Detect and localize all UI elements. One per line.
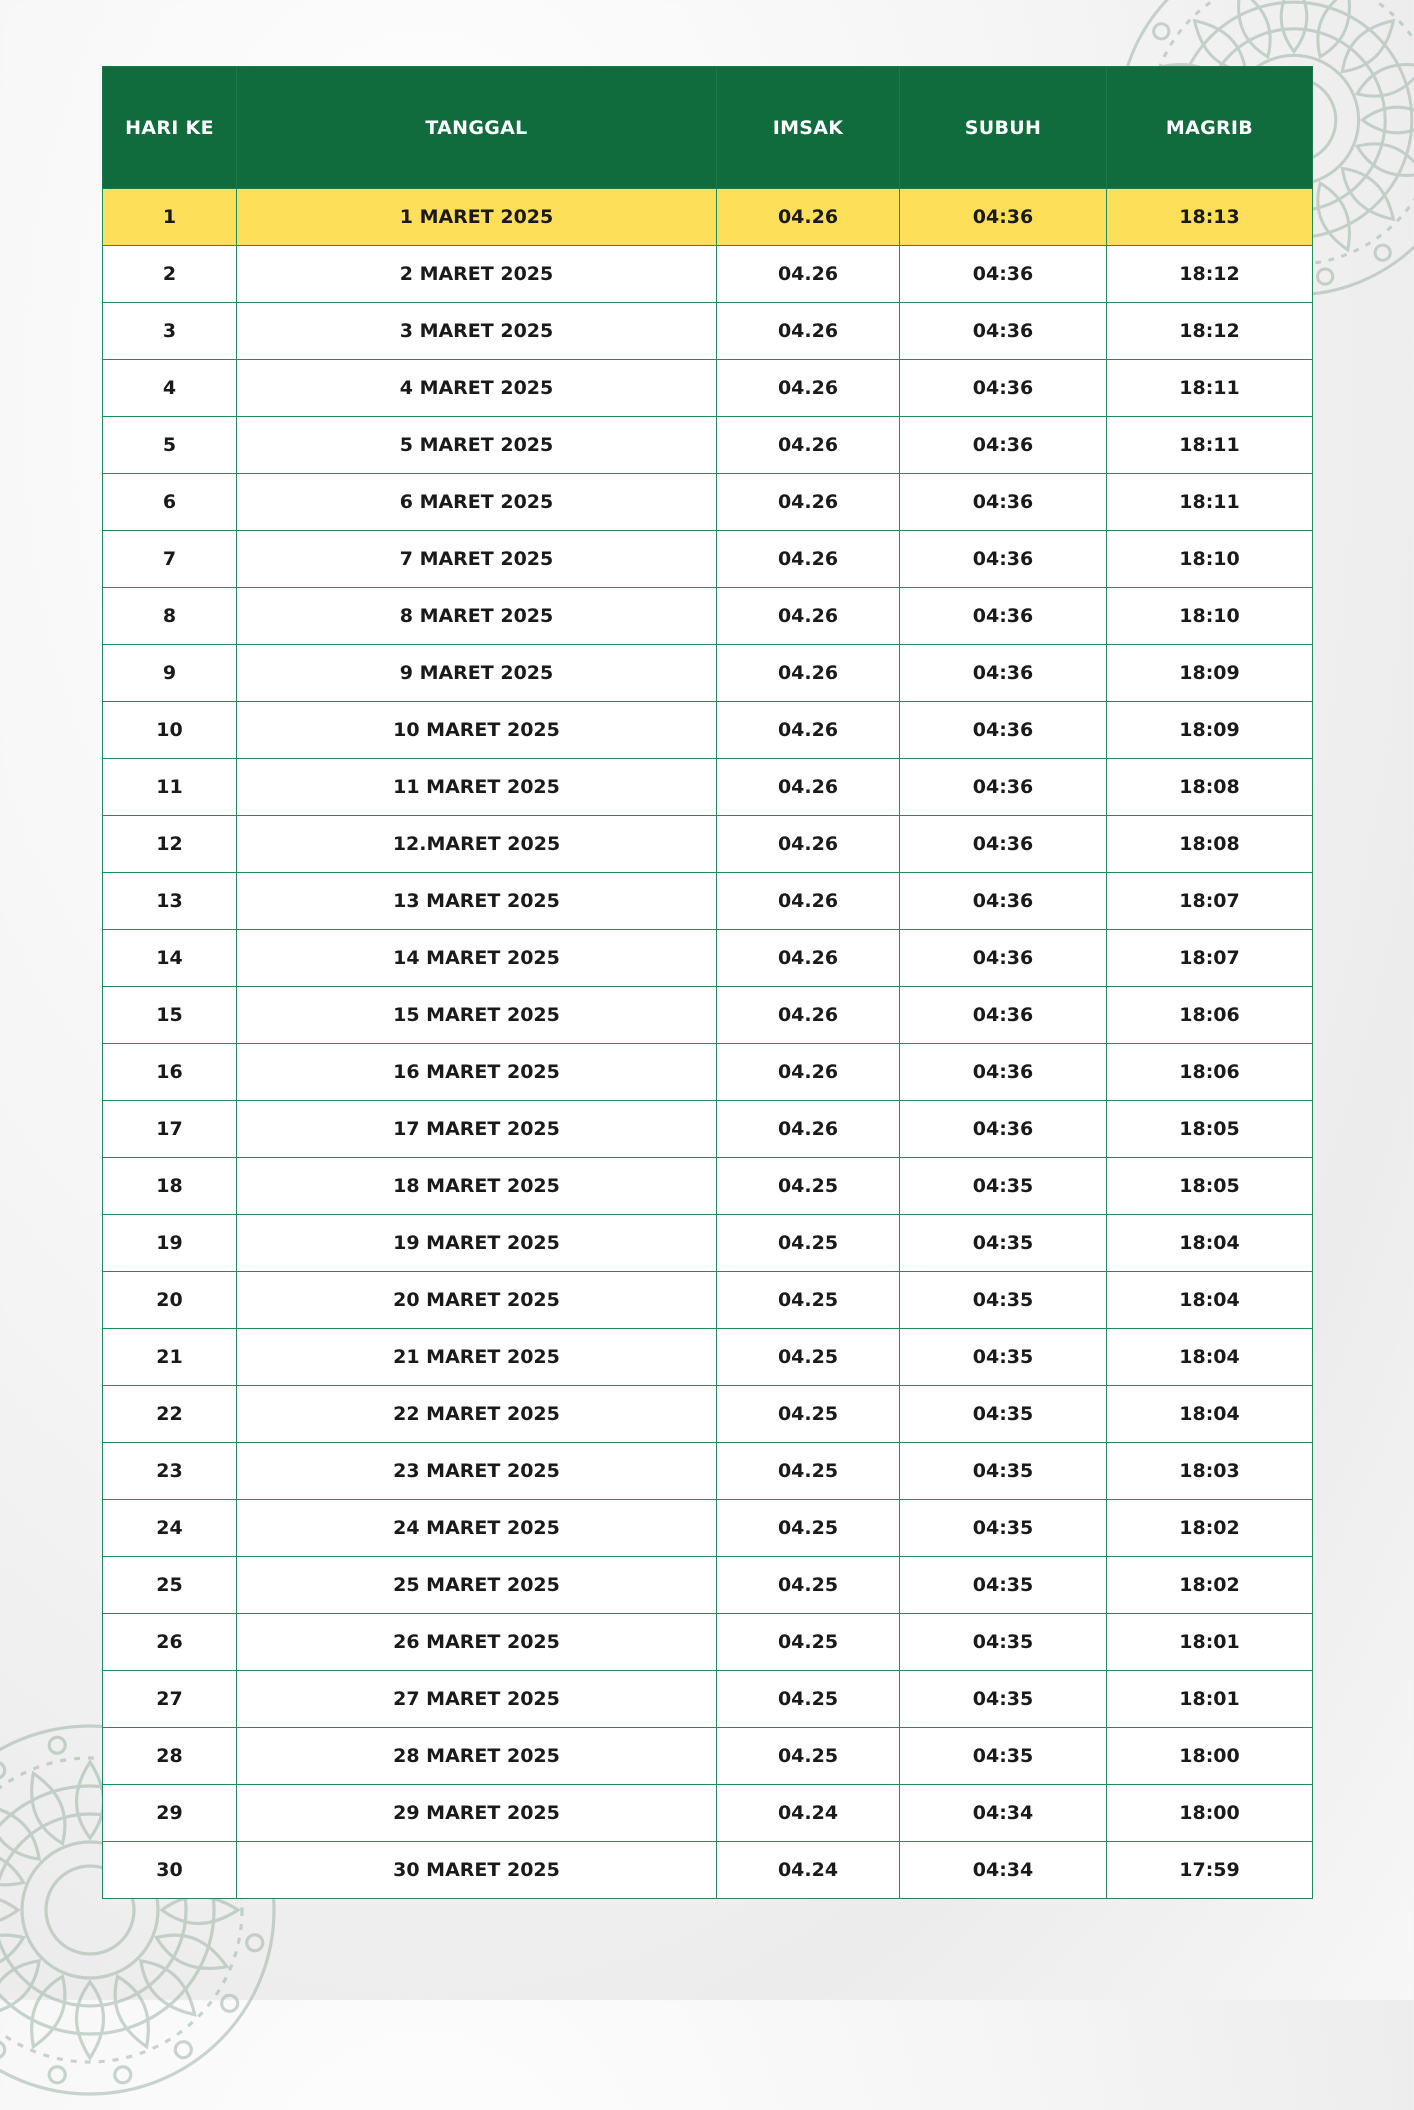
cell-hari-ke: 26 <box>103 1614 237 1671</box>
cell-imsak: 04.25 <box>717 1215 900 1272</box>
cell-imsak: 04.26 <box>717 588 900 645</box>
cell-tanggal: 3 MARET 2025 <box>237 303 717 360</box>
cell-subuh: 04:35 <box>900 1215 1107 1272</box>
mandala-petal <box>1333 12 1402 81</box>
cell-imsak: 04.25 <box>717 1614 900 1671</box>
cell-imsak: 04.25 <box>717 1386 900 1443</box>
cell-tanggal: 22 MARET 2025 <box>237 1386 717 1443</box>
cell-tanggal: 25 MARET 2025 <box>237 1557 717 1614</box>
cell-subuh: 04:36 <box>900 1044 1107 1101</box>
mandala-dot <box>0 1759 8 1781</box>
cell-tanggal: 27 MARET 2025 <box>237 1671 717 1728</box>
cell-subuh: 04:36 <box>900 588 1107 645</box>
cell-tanggal: 19 MARET 2025 <box>237 1215 717 1272</box>
cell-hari-ke: 14 <box>103 930 237 987</box>
cell-hari-ke: 11 <box>103 759 237 816</box>
cell-magrib: 18:11 <box>1107 474 1313 531</box>
cell-hari-ke: 5 <box>103 417 237 474</box>
mandala-petal <box>1333 159 1402 228</box>
cell-tanggal: 15 MARET 2025 <box>237 987 717 1044</box>
cell-tanggal: 29 MARET 2025 <box>237 1785 717 1842</box>
header-magrib: MAGRIB <box>1107 67 1313 189</box>
cell-subuh: 04:36 <box>900 930 1107 987</box>
cell-magrib: 18:04 <box>1107 1215 1313 1272</box>
cell-subuh: 04:36 <box>900 303 1107 360</box>
cell-hari-ke: 4 <box>103 360 237 417</box>
cell-imsak: 04.25 <box>717 1500 900 1557</box>
table-row <box>103 417 1313 474</box>
cell-imsak: 04.26 <box>717 246 900 303</box>
schedule-sheet <box>102 66 1312 1899</box>
cell-imsak: 04.24 <box>717 1785 900 1842</box>
cell-imsak: 04.25 <box>717 1443 900 1500</box>
table-row <box>103 1386 1313 1443</box>
cell-hari-ke: 29 <box>103 1785 237 1842</box>
cell-imsak: 04.26 <box>717 360 900 417</box>
cell-tanggal: 16 MARET 2025 <box>237 1044 717 1101</box>
table-row <box>103 1443 1313 1500</box>
cell-subuh: 04:36 <box>900 987 1107 1044</box>
cell-tanggal: 28 MARET 2025 <box>237 1728 717 1785</box>
cell-subuh: 04:34 <box>900 1785 1107 1842</box>
cell-magrib: 18:02 <box>1107 1500 1313 1557</box>
table-row <box>103 1101 1313 1158</box>
cell-tanggal: 4 MARET 2025 <box>237 360 717 417</box>
cell-magrib: 18:00 <box>1107 1785 1313 1842</box>
cell-hari-ke: 9 <box>103 645 237 702</box>
cell-magrib: 18:04 <box>1107 1272 1313 1329</box>
cell-subuh: 04:36 <box>900 474 1107 531</box>
cell-tanggal: 10 MARET 2025 <box>237 702 717 759</box>
cell-magrib: 18:04 <box>1107 1329 1313 1386</box>
header-hari-ke: HARI KE <box>103 67 237 189</box>
mandala-dot <box>48 1736 67 1755</box>
cell-imsak: 04.26 <box>717 816 900 873</box>
cell-tanggal: 11 MARET 2025 <box>237 759 717 816</box>
cell-hari-ke: 2 <box>103 246 237 303</box>
cell-hari-ke: 3 <box>103 303 237 360</box>
cell-hari-ke: 19 <box>103 1215 237 1272</box>
cell-imsak: 04.26 <box>717 189 900 246</box>
header-imsak: IMSAK <box>717 67 900 189</box>
cell-hari-ke: 12 <box>103 816 237 873</box>
table-row <box>103 1329 1313 1386</box>
table-row <box>103 1557 1313 1614</box>
cell-subuh: 04:36 <box>900 1101 1107 1158</box>
cell-hari-ke: 13 <box>103 873 237 930</box>
table-row <box>103 1842 1313 1899</box>
table-row <box>103 1614 1313 1671</box>
cell-tanggal: 21 MARET 2025 <box>237 1329 717 1386</box>
mandala-petal <box>0 1951 49 2024</box>
cell-subuh: 04:35 <box>900 1272 1107 1329</box>
table-row <box>103 816 1313 873</box>
cell-hari-ke: 8 <box>103 588 237 645</box>
cell-hari-ke: 10 <box>103 702 237 759</box>
cell-magrib: 18:09 <box>1107 645 1313 702</box>
cell-magrib: 18:04 <box>1107 1386 1313 1443</box>
table-row <box>103 1785 1313 1842</box>
mandala-dot <box>1372 242 1393 263</box>
cell-subuh: 04:35 <box>900 1329 1107 1386</box>
cell-magrib: 18:10 <box>1107 588 1313 645</box>
cell-imsak: 04.25 <box>717 1728 900 1785</box>
cell-tanggal: 26 MARET 2025 <box>237 1614 717 1671</box>
cell-tanggal: 18 MARET 2025 <box>237 1158 717 1215</box>
cell-imsak: 04.26 <box>717 702 900 759</box>
mandala-dot <box>172 2039 194 2061</box>
cell-tanggal: 17 MARET 2025 <box>237 1101 717 1158</box>
cell-subuh: 04:35 <box>900 1671 1107 1728</box>
mandala-dot <box>1151 21 1172 42</box>
cell-magrib: 18:07 <box>1107 873 1313 930</box>
cell-hari-ke: 6 <box>103 474 237 531</box>
header-subuh: SUBUH <box>900 67 1107 189</box>
mandala-petal <box>131 1951 204 2024</box>
cell-hari-ke: 23 <box>103 1443 237 1500</box>
cell-imsak: 04.26 <box>717 759 900 816</box>
mandala-dot <box>0 2039 8 2061</box>
table-row <box>103 873 1313 930</box>
cell-hari-ke: 25 <box>103 1557 237 1614</box>
cell-tanggal: 30 MARET 2025 <box>237 1842 717 1899</box>
cell-imsak: 04.26 <box>717 1101 900 1158</box>
imsakiyah-table <box>102 66 1313 1899</box>
mandala-dot <box>48 2065 67 2084</box>
mandala-petal <box>162 1897 238 1924</box>
mandala-petal <box>0 1796 49 1869</box>
cell-magrib: 18:05 <box>1107 1158 1313 1215</box>
cell-subuh: 04:34 <box>900 1842 1107 1899</box>
table-row <box>103 1158 1313 1215</box>
cell-hari-ke: 15 <box>103 987 237 1044</box>
cell-magrib: 18:11 <box>1107 360 1313 417</box>
mandala-dot <box>245 1933 264 1952</box>
table-row <box>103 1215 1313 1272</box>
cell-hari-ke: 21 <box>103 1329 237 1386</box>
cell-imsak: 04.25 <box>717 1158 900 1215</box>
mandala-petal <box>1281 0 1307 52</box>
table-row <box>103 303 1313 360</box>
table-row <box>103 474 1313 531</box>
table-row <box>103 189 1313 246</box>
cell-magrib: 18:00 <box>1107 1728 1313 1785</box>
mandala-petal <box>77 1982 104 2058</box>
cell-subuh: 04:36 <box>900 816 1107 873</box>
cell-magrib: 18:08 <box>1107 759 1313 816</box>
cell-tanggal: 6 MARET 2025 <box>237 474 717 531</box>
cell-hari-ke: 28 <box>103 1728 237 1785</box>
cell-imsak: 04.25 <box>717 1329 900 1386</box>
cell-subuh: 04:36 <box>900 531 1107 588</box>
cell-subuh: 04:36 <box>900 702 1107 759</box>
cell-imsak: 04.26 <box>717 474 900 531</box>
cell-magrib: 18:12 <box>1107 246 1313 303</box>
mandala-petal <box>0 1897 18 1924</box>
cell-subuh: 04:36 <box>900 360 1107 417</box>
cell-magrib: 18:11 <box>1107 417 1313 474</box>
cell-magrib: 18:08 <box>1107 816 1313 873</box>
cell-imsak: 04.24 <box>717 1842 900 1899</box>
table-row <box>103 360 1313 417</box>
cell-imsak: 04.26 <box>717 930 900 987</box>
cell-imsak: 04.26 <box>717 645 900 702</box>
cell-imsak: 04.26 <box>717 531 900 588</box>
cell-hari-ke: 20 <box>103 1272 237 1329</box>
cell-magrib: 18:10 <box>1107 531 1313 588</box>
table-row <box>103 759 1313 816</box>
cell-magrib: 18:01 <box>1107 1671 1313 1728</box>
cell-magrib: 18:07 <box>1107 930 1313 987</box>
cell-tanggal: 14 MARET 2025 <box>237 930 717 987</box>
cell-tanggal: 8 MARET 2025 <box>237 588 717 645</box>
cell-magrib: 18:06 <box>1107 987 1313 1044</box>
mandala-dot <box>113 2065 132 2084</box>
cell-subuh: 04:36 <box>900 417 1107 474</box>
table-row <box>103 1500 1313 1557</box>
cell-hari-ke: 22 <box>103 1386 237 1443</box>
cell-magrib: 18:13 <box>1107 189 1313 246</box>
cell-tanggal: 24 MARET 2025 <box>237 1500 717 1557</box>
cell-subuh: 04:35 <box>900 1386 1107 1443</box>
table-row <box>103 702 1313 759</box>
table-row <box>103 645 1313 702</box>
cell-imsak: 04.26 <box>717 873 900 930</box>
cell-hari-ke: 17 <box>103 1101 237 1158</box>
cell-hari-ke: 27 <box>103 1671 237 1728</box>
cell-magrib: 17:59 <box>1107 1842 1313 1899</box>
cell-tanggal: 7 MARET 2025 <box>237 531 717 588</box>
table-row <box>103 588 1313 645</box>
cell-magrib: 18:03 <box>1107 1443 1313 1500</box>
cell-hari-ke: 18 <box>103 1158 237 1215</box>
mandala-petal <box>1362 107 1414 133</box>
cell-tanggal: 13 MARET 2025 <box>237 873 717 930</box>
cell-imsak: 04.26 <box>717 987 900 1044</box>
cell-hari-ke: 7 <box>103 531 237 588</box>
table-row <box>103 987 1313 1044</box>
cell-imsak: 04.26 <box>717 417 900 474</box>
cell-tanggal: 9 MARET 2025 <box>237 645 717 702</box>
cell-magrib: 18:06 <box>1107 1044 1313 1101</box>
cell-subuh: 04:35 <box>900 1557 1107 1614</box>
cell-tanggal: 23 MARET 2025 <box>237 1443 717 1500</box>
cell-magrib: 18:01 <box>1107 1614 1313 1671</box>
table-row <box>103 930 1313 987</box>
cell-tanggal: 20 MARET 2025 <box>237 1272 717 1329</box>
cell-tanggal: 1 MARET 2025 <box>237 189 717 246</box>
cell-hari-ke: 1 <box>103 189 237 246</box>
cell-subuh: 04:35 <box>900 1728 1107 1785</box>
cell-subuh: 04:36 <box>900 645 1107 702</box>
cell-hari-ke: 16 <box>103 1044 237 1101</box>
cell-hari-ke: 24 <box>103 1500 237 1557</box>
cell-subuh: 04:36 <box>900 189 1107 246</box>
cell-imsak: 04.25 <box>717 1272 900 1329</box>
cell-magrib: 18:12 <box>1107 303 1313 360</box>
cell-tanggal: 12.MARET 2025 <box>237 816 717 873</box>
table-header-row <box>103 67 1313 189</box>
cell-subuh: 04:35 <box>900 1500 1107 1557</box>
mandala-petal <box>77 1762 104 1838</box>
header-tanggal: TANGGAL <box>237 67 717 189</box>
table-row <box>103 1728 1313 1785</box>
table-row <box>103 246 1313 303</box>
cell-subuh: 04:35 <box>900 1158 1107 1215</box>
cell-magrib: 18:05 <box>1107 1101 1313 1158</box>
cell-imsak: 04.26 <box>717 303 900 360</box>
cell-subuh: 04:36 <box>900 873 1107 930</box>
cell-imsak: 04.25 <box>717 1557 900 1614</box>
cell-imsak: 04.25 <box>717 1671 900 1728</box>
cell-subuh: 04:36 <box>900 759 1107 816</box>
mandala-dot <box>1316 268 1334 286</box>
cell-subuh: 04:36 <box>900 246 1107 303</box>
cell-hari-ke: 30 <box>103 1842 237 1899</box>
cell-tanggal: 2 MARET 2025 <box>237 246 717 303</box>
cell-tanggal: 5 MARET 2025 <box>237 417 717 474</box>
table-row <box>103 1044 1313 1101</box>
table-body <box>103 189 1313 1899</box>
mandala-dot <box>219 1992 241 2014</box>
cell-magrib: 18:02 <box>1107 1557 1313 1614</box>
table-row <box>103 531 1313 588</box>
table-row <box>103 1671 1313 1728</box>
cell-magrib: 18:09 <box>1107 702 1313 759</box>
cell-subuh: 04:35 <box>900 1614 1107 1671</box>
cell-subuh: 04:35 <box>900 1443 1107 1500</box>
cell-imsak: 04.26 <box>717 1044 900 1101</box>
table-row <box>103 1272 1313 1329</box>
